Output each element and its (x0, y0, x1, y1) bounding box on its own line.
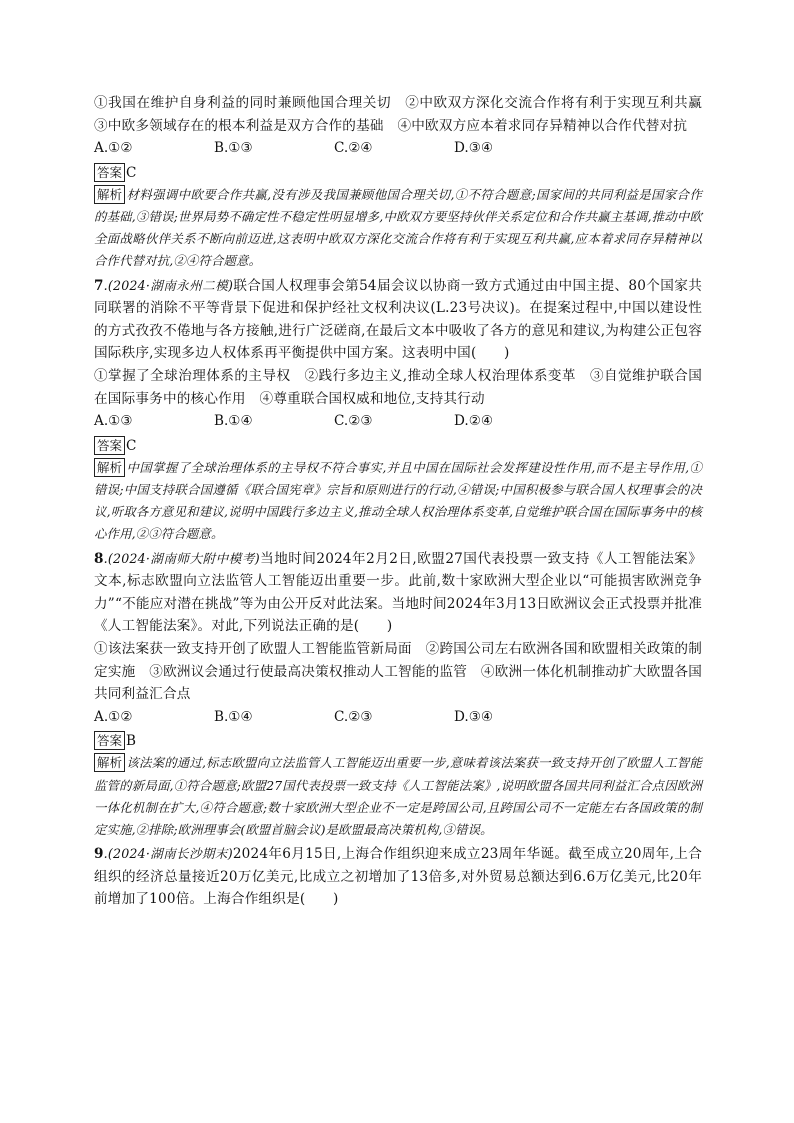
q8-answer-row (94, 730, 702, 752)
q9-stem-row (94, 843, 702, 911)
q7-answer-label: 答案 (94, 436, 125, 455)
q8-answer-label: 答案 (94, 731, 125, 750)
q7-choices (94, 410, 702, 433)
q6-analysis-row (94, 184, 702, 273)
q8-stem: 当地时间2024年2月2日,欧盟27国代表投票一致支持《人工智能法案》文本,标志欧盟向立法监管人工智能迈出重要一步。此前,数十家欧洲大型企业以“可能损害欧洲竞争力”“不能应对潜在挑战”等为由公开反对此法案。当地时间2024年3月13日欧洲议会正式投票并批准《人工智能法案》。对此,下列说法正确的是( ) (94, 550, 702, 635)
q6-choice-b[interactable]: B.①③ (214, 140, 253, 157)
q8-analysis-row (94, 752, 702, 841)
q8-choice-d[interactable]: D.③④ (454, 708, 494, 725)
q6-analysis: 材料强调中欧要合作共赢,没有涉及我国兼顾他国合理关切,①不符合题意;国家间的共同利益是国家合作的基础,③错误;世界局势不确定性不稳定性明显增多,中欧双方要坚持伙伴关系定位和合作共赢主基调,推动中欧全面战略伙伴关系不断向前迈进,这表明中欧双方深化交流合作将有利于实现互利共赢,应本着求同存异精神以合作代替对抗,②④符合题意。 (94, 186, 702, 269)
q7-source: .(2024·湖南永州二模) (103, 277, 234, 293)
q8-choices (94, 706, 702, 729)
q8-stem-row (94, 548, 702, 638)
q7-analysis-label: 解析 (94, 458, 125, 477)
q7-stem: 联合国人权理事会第54届会议以协商一致方式通过由中国主提、80个国家共同联署的消除不平等背景下促进和保护经社文权利决议(L.23号决议)。在提案过程中,中国以建设性的方式孜孜不倦地与各方接触,进行广泛磋商,在最后文本中吸收了各方的意见和建议,为构建公正包容国际秩序,实现多边人权体系再平衡提供中国方案。这表明中国( ) (94, 277, 702, 362)
q7-answer: C (126, 437, 137, 454)
q7-stem-row (94, 275, 702, 365)
q7-choice-a[interactable]: A.①③ (94, 413, 133, 430)
q8-source: .(2024·湖南师大附中模考) (103, 550, 260, 566)
q9-stem: 2024年6月15日,上海合作组织迎来成立23周年华诞。截至成立20周年,上合组织的经济总量接近20万亿美元,比成立之初增加了13倍多,对外贸易总额达到6.6万亿美元,比20年前增加了100倍。上海合作组织是( ) (94, 846, 702, 908)
q8-choice-a[interactable]: A.①② (94, 708, 133, 725)
q6-choice-a[interactable]: A.①② (94, 140, 133, 157)
q7-answer-row (94, 435, 702, 457)
q6-options-text: ①我国在维护自身利益的同时兼顾他国合理关切 ②中欧双方深化交流合作将有利于实现互利共赢 ③中欧多领域存在的根本利益是双方合作的基础 ④中欧双方应本着求同存异精神以合作代替对抗 (94, 95, 716, 134)
q7-analysis: 中国掌握了全球治理体系的主导权不符合事实,并且中国在国际社会发挥建设性作用,而不是主导作用,①错误;中国支持联合国遵循《联合国宪章》宗旨和原则进行的行动,④错误;中国积极参与联合国人权理事会的决议,听取各方意见和建议,说明中国践行多边主义,推动全球人权治理体系变革,自觉维护联合国在国际事务中的核心作用,②③符合题意。 (94, 459, 702, 542)
q6-choices (94, 137, 702, 160)
question-9 (94, 843, 702, 911)
q8-number: 8 (94, 550, 104, 567)
q8-answer: B (126, 733, 137, 750)
q8-analysis-label: 解析 (94, 753, 125, 772)
q9-number: 9 (94, 846, 104, 863)
q6-choice-c[interactable]: C.②④ (334, 140, 373, 157)
q6-answer-label: 答案 (94, 163, 125, 182)
q8-analysis: 该法案的通过,标志欧盟向立法监管人工智能迈出重要一步,意味着该法案获一致支持开创了欧盟人工智能监管的新局面,①符合题意;欧盟27国代表投票一致支持《人工智能法案》,说明欧盟各国共同利益汇合点因欧洲一体化机制在扩大,④符合题意;数十家欧洲大型企业不一定是跨国公司,且跨国公司不一定能左右各国政策的制定实施,②排除;欧洲理事会(欧盟首脑会议)是欧盟最高决策机构,③错误。 (94, 755, 702, 837)
q6-answer: C (126, 164, 137, 181)
q7-choice-b[interactable]: B.①④ (214, 413, 253, 430)
q8-choice-b[interactable]: B.①④ (214, 708, 253, 725)
q6-answer-row (94, 162, 702, 184)
q8-options-text: ①该法案获一致支持开创了欧盟人工智能监管新局面 ②跨国公司左右欧洲各国和欧盟相关政策的制定实施 ③欧洲议会通过行使最高决策权推动人工智能的监管 ④欧洲一体化机制推动扩大欧盟各国共同利益汇合点 (94, 640, 702, 703)
q7-choice-d[interactable]: D.②④ (454, 413, 494, 430)
q7-analysis-row (94, 457, 702, 546)
document-page (94, 92, 716, 911)
q7-choice-c[interactable]: C.②③ (334, 413, 373, 430)
question-6 (94, 92, 716, 273)
question-7 (94, 275, 702, 546)
question-8 (94, 548, 702, 842)
q8-choice-c[interactable]: C.②③ (334, 708, 373, 725)
q6-choice-d[interactable]: D.③④ (454, 140, 494, 157)
q7-number: 7 (94, 277, 104, 294)
q9-source: .(2024·湖南长沙期末) (103, 846, 233, 862)
q6-analysis-label: 解析 (94, 185, 125, 204)
q7-options-text: ①掌握了全球治理体系的主导权 ②践行多边主义,推动全球人权治理体系变革 ③自觉维护联合国在国际事务中的核心作用 ④尊重联合国权威和地位,支持其行动 (94, 367, 702, 407)
